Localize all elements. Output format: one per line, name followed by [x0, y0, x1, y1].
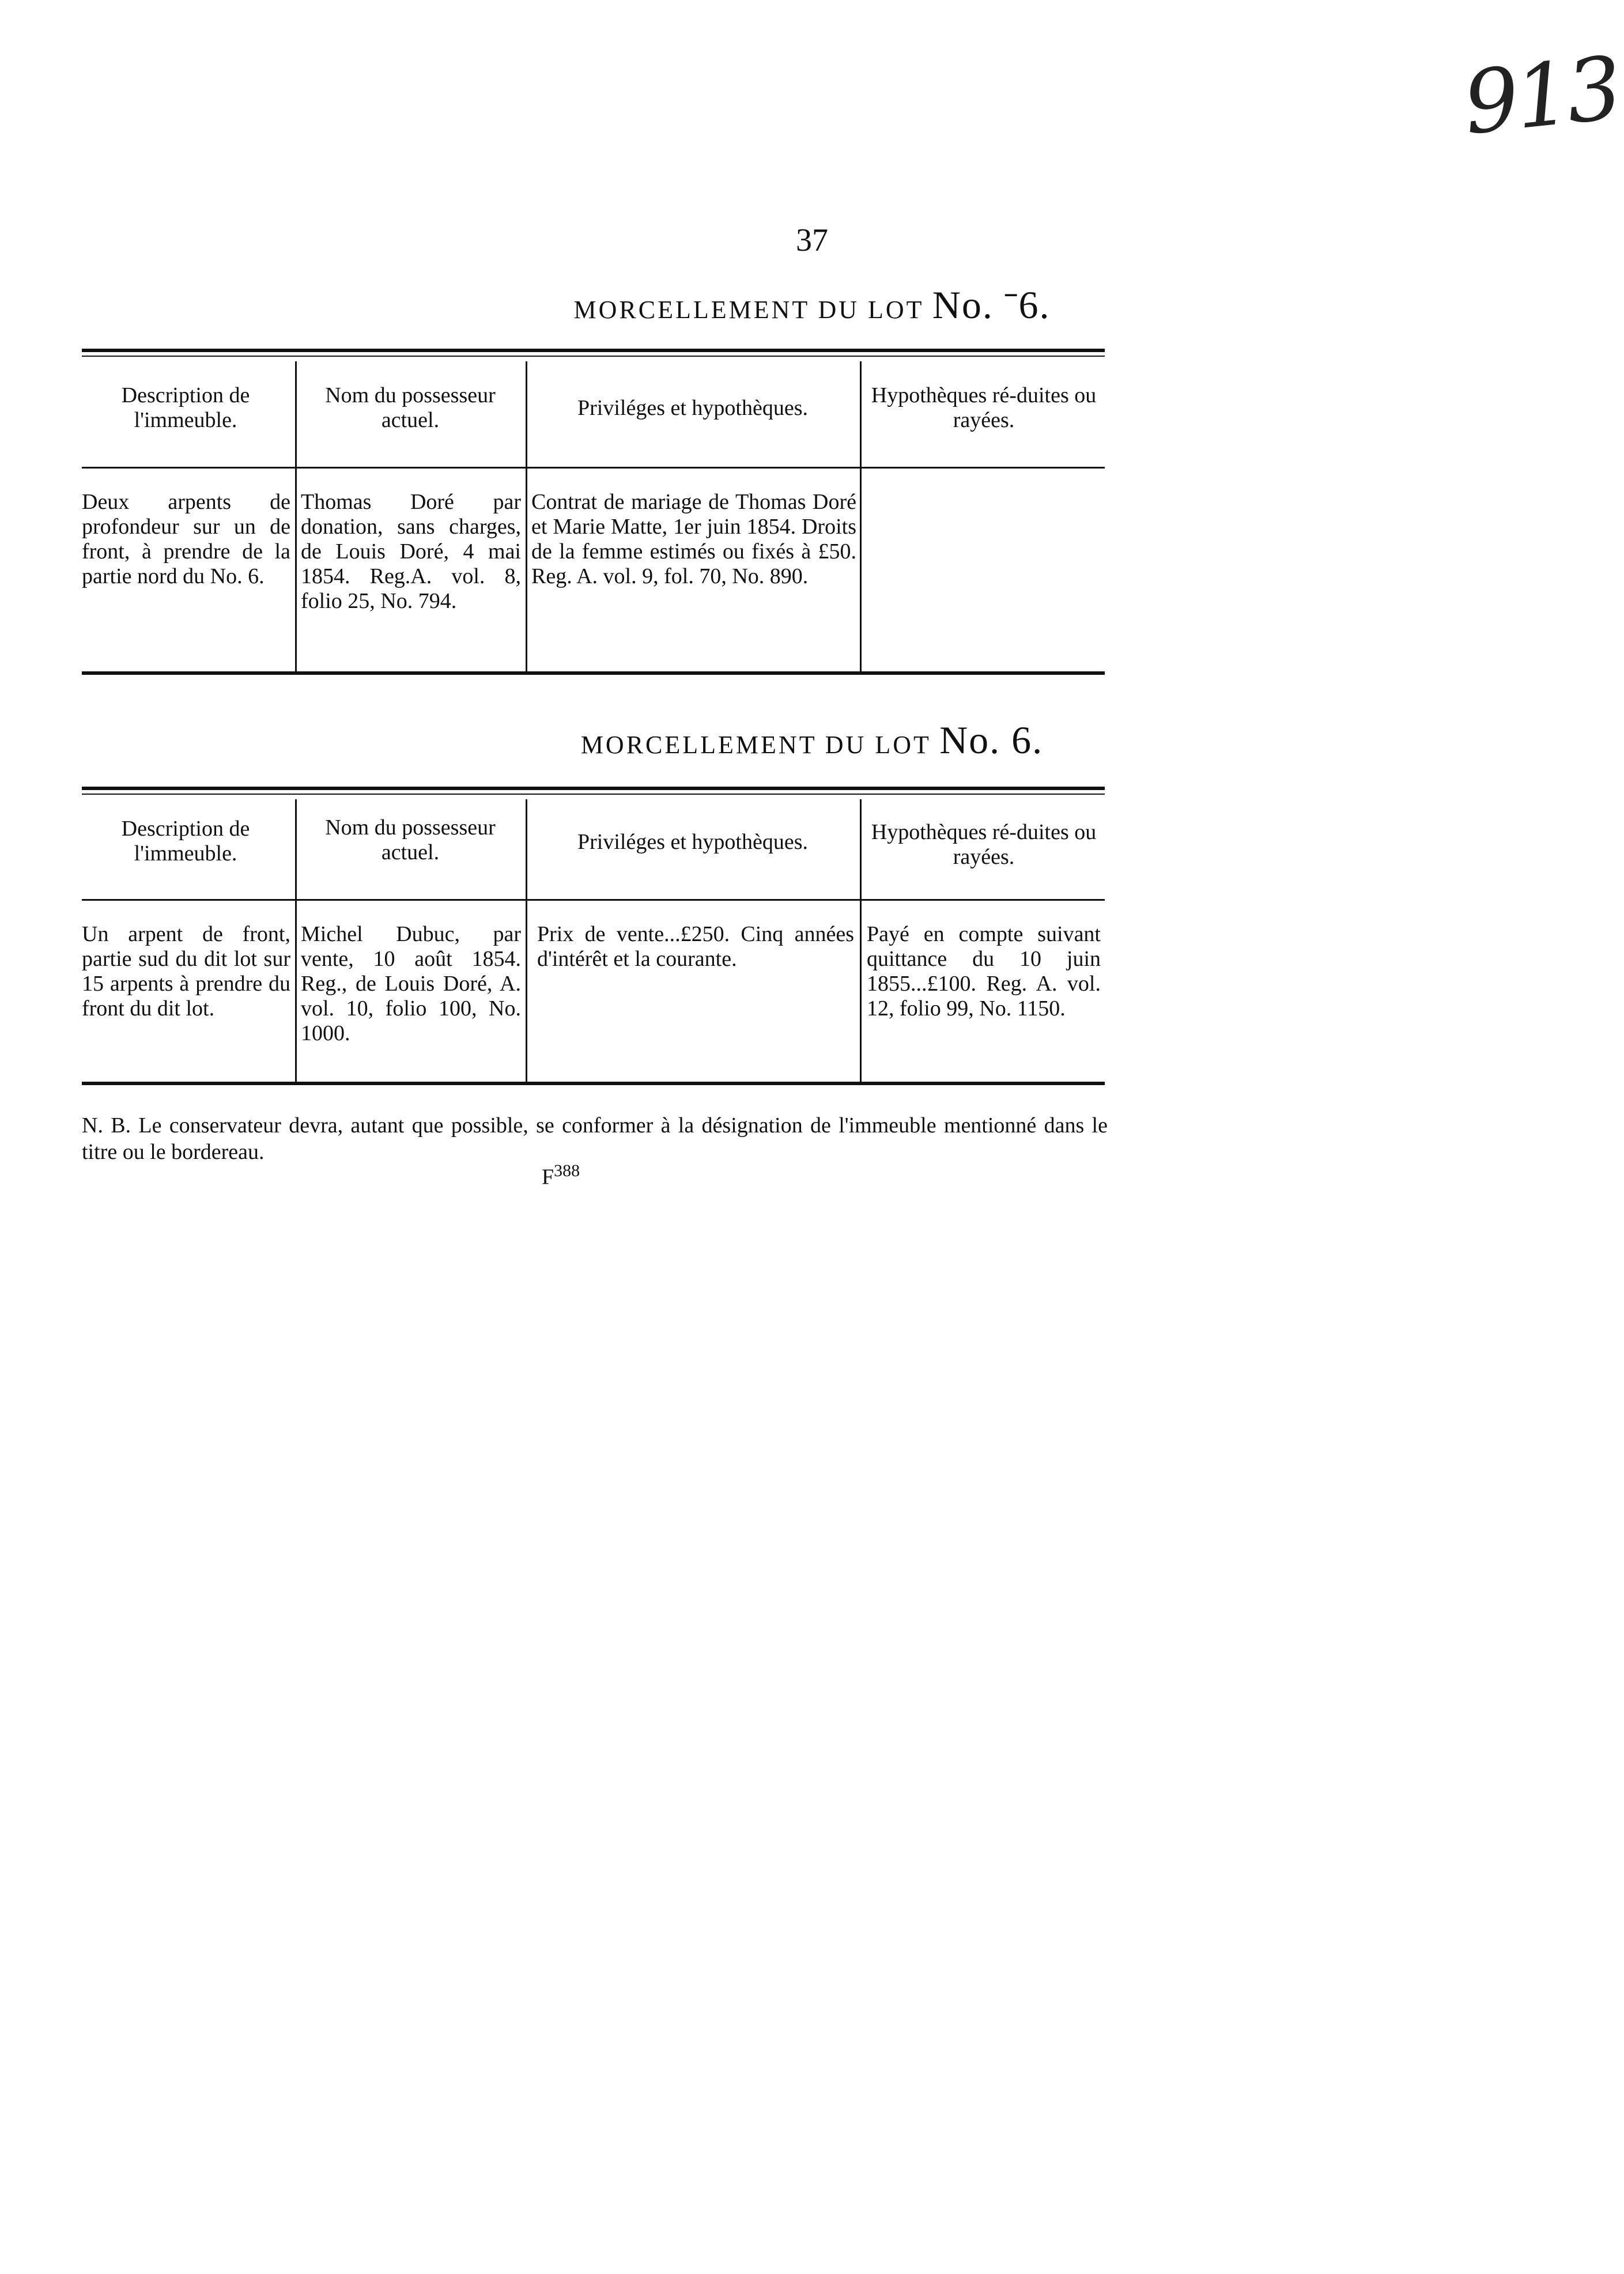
cell-privileges: Prix de vente...£250. Cinq années d'intérêt et la courante. — [537, 922, 854, 971]
table-header-rule — [82, 899, 1105, 901]
section1-table — [82, 349, 1105, 677]
section1-heading-prefix: MORCELLEMENT DU LOT — [573, 296, 924, 324]
header-radiees: Hypothèques ré-duites ou rayées. — [871, 820, 1097, 869]
column-divider — [526, 361, 527, 671]
column-divider — [295, 361, 297, 671]
section2-table — [82, 787, 1105, 1089]
column-divider — [526, 799, 527, 1082]
signature-number: 388 — [554, 1161, 580, 1180]
section2-heading-lot: No. 6. — [939, 718, 1044, 762]
section2-heading — [0, 717, 1624, 763]
signature-letter: F — [542, 1165, 554, 1189]
table-bottom-rule — [82, 671, 1105, 675]
footnote: N. B. Le conservateur devra, autant que possible, se conformer à la désignation de l'immeuble mentionné dans le titre ou le bordereau. — [82, 1113, 1108, 1164]
header-description: Description de l'immeuble. — [121, 383, 250, 432]
column-divider — [860, 361, 862, 671]
header-privileges: Priviléges et hypothèques. — [577, 396, 808, 420]
signature-mark — [542, 1161, 580, 1190]
header-description: Description de l'immeuble. — [121, 817, 250, 866]
cell-radiees: Payé en compte suivant quittance du 10 juin 1855...£100. Reg. A. vol. 12, folio 99, No. 1150. — [867, 922, 1101, 1021]
table-top-rule — [82, 349, 1105, 352]
header-privileges: Priviléges et hypothèques. — [577, 830, 808, 854]
header-radiees: Hypothèques ré-duites ou rayées. — [871, 383, 1097, 432]
column-divider — [860, 799, 862, 1082]
header-possesseur: Nom du possesseur actuel. — [325, 383, 496, 432]
handwritten-page-number: 913 — [1459, 38, 1623, 154]
header-possesseur: Nom du possesseur actuel. — [325, 815, 496, 864]
page-number: 37 — [796, 222, 828, 258]
section1-heading — [0, 282, 1624, 328]
section2-heading-prefix: MORCELLEMENT DU LOT — [580, 731, 931, 759]
table-top-rule — [82, 787, 1105, 790]
table-top-rule-thin — [82, 356, 1105, 357]
table-bottom-rule — [82, 1082, 1105, 1085]
cell-description: Deux arpents de profondeur sur un de front, à prendre de la partie nord du No. 6. — [82, 490, 290, 588]
cell-possesseur: Michel Dubuc, par vente, 10 août 1854. Reg., de Louis Doré, A. vol. 10, folio 100, No. 1000. — [301, 922, 521, 1045]
column-divider — [295, 799, 297, 1082]
table-top-rule-thin — [82, 794, 1105, 795]
cell-possesseur: Thomas Doré par donation, sans charges, de Louis Doré, 4 mai 1854. Reg.A. vol. 8, folio 25, No. 794. — [301, 490, 521, 613]
cell-privileges: Contrat de mariage de Thomas Doré et Marie Matte, 1er juin 1854. Droits de la femme estimés ou fixés à £50. Reg. A. vol. 9, fol. 70, No. 890. — [531, 490, 856, 588]
cell-description: Un arpent de front, partie sud du dit lot sur 15 arpents à prendre du front du dit lot. — [82, 922, 290, 1021]
section1-heading-lot: No. ˉ6. — [932, 283, 1051, 327]
table-header-rule — [82, 467, 1105, 469]
